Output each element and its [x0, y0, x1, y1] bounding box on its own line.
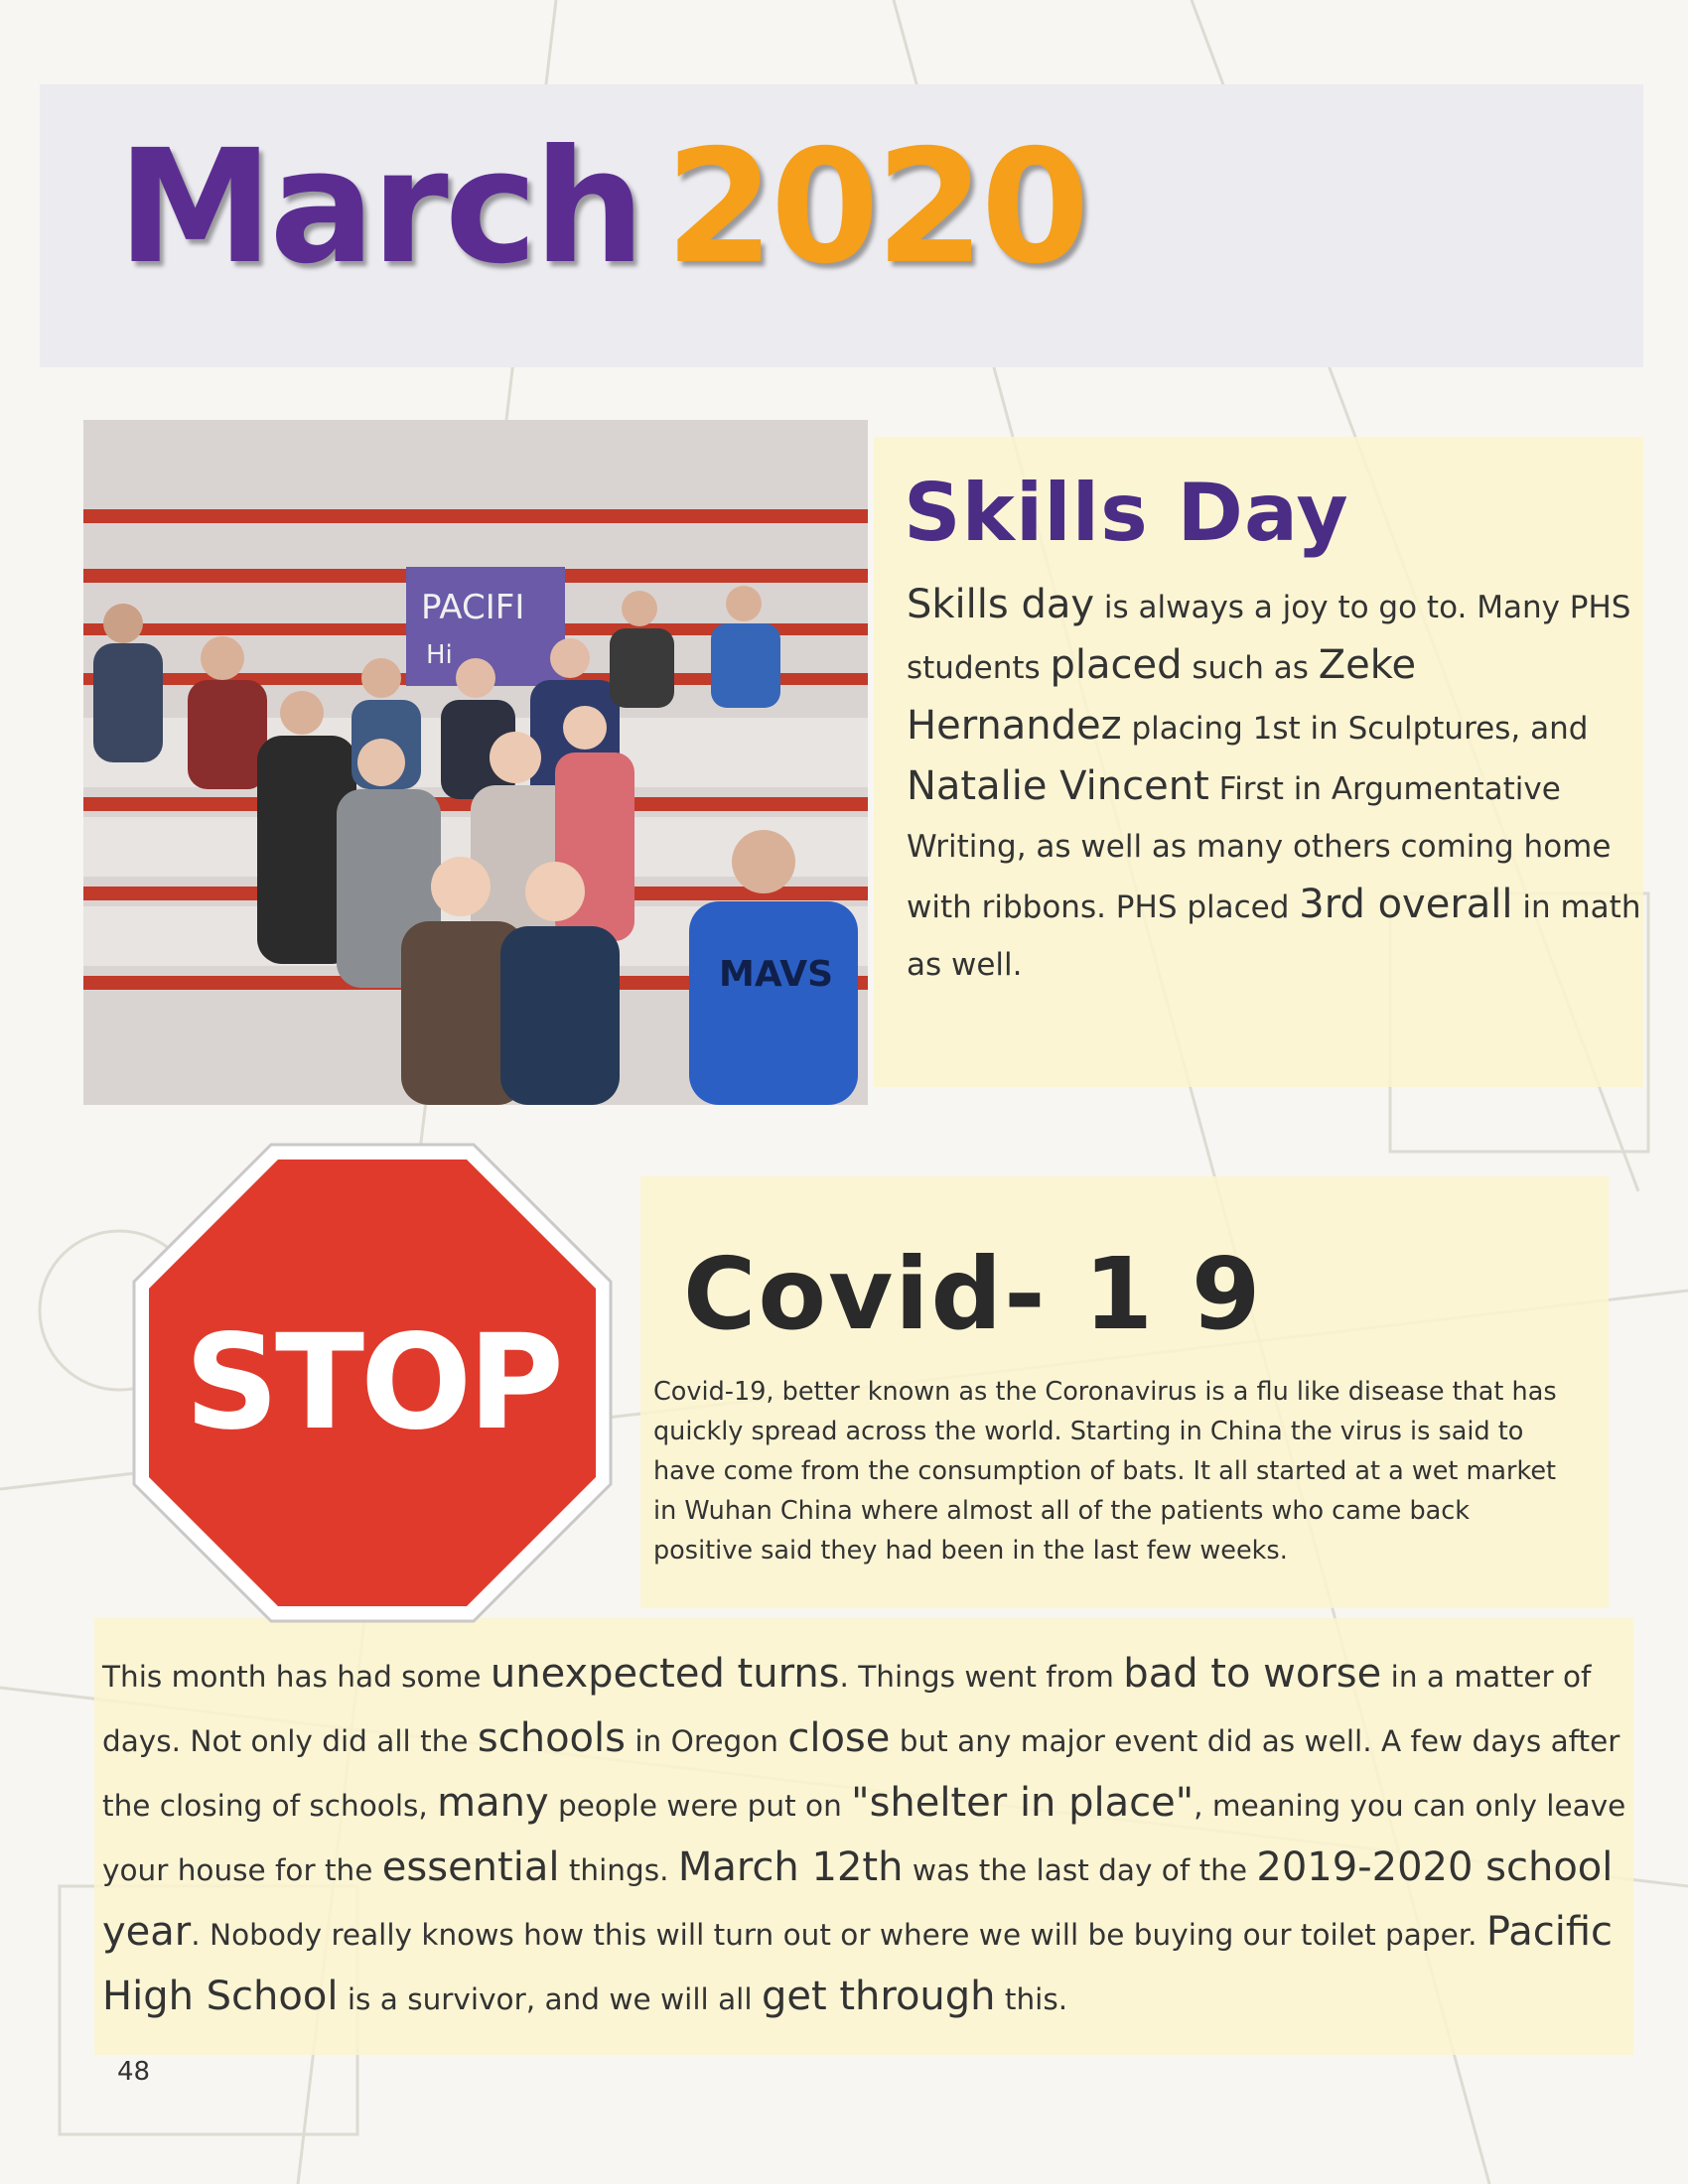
- text-segment: Zeke Hernandez: [907, 642, 1417, 749]
- text-segment: many: [437, 1780, 549, 1826]
- text-segment: . Things went from: [839, 1660, 1124, 1694]
- text-segment: Pacific High School: [102, 1909, 1614, 2019]
- stop-sign-icon: [129, 1140, 616, 1626]
- text-segment: March 12th: [677, 1844, 904, 1890]
- text-segment: is a survivor, and we will all: [338, 1982, 762, 2016]
- text-segment: . Nobody really knows how this will turn out or where we will be buying our toilet paper.: [191, 1918, 1486, 1952]
- text-segment: get through: [761, 1974, 996, 2019]
- text-segment: bad to worse: [1123, 1651, 1382, 1697]
- text-segment: in math as well.: [907, 889, 1641, 983]
- text-segment: placed: [1050, 642, 1183, 688]
- text-segment: but any major event did as well. A few days after the closing of schools,: [102, 1724, 1620, 1823]
- text-segment: "shelter in place": [851, 1780, 1195, 1826]
- text-segment: things.: [559, 1853, 678, 1887]
- banner-text: PACIFI: [421, 588, 525, 627]
- stop-sign-text: STOP: [184, 1306, 561, 1459]
- text-segment: is always a joy to go to. Many PHS students: [907, 590, 1631, 686]
- text-segment: Skills day: [907, 582, 1095, 627]
- text-segment: in Oregon: [625, 1724, 788, 1758]
- page-title: [117, 116, 1086, 299]
- text-segment: placing 1st in Sculptures, and: [1121, 711, 1589, 747]
- text-segment: unexpected turns: [490, 1651, 840, 1697]
- title-year: 2020: [664, 116, 1086, 299]
- text-segment: schools: [477, 1715, 626, 1761]
- text-segment: was the last day of the: [903, 1853, 1257, 1887]
- text-segment: essential: [381, 1844, 560, 1890]
- covid-body: Covid-19, better known as the Coronavirus is a flu like disease that has quickly spread across the world. Starting in China the virus is said to have come from the consumption of bats. It all started at a wet market in Wuhan China where almost all of the patients who came back positive said they had been in the last few weeks.: [653, 1377, 1557, 1566]
- skills-day-body: [907, 576, 1641, 994]
- shirt-text: MAVS: [719, 954, 834, 995]
- text-segment: this.: [995, 1982, 1068, 2016]
- page-number: 48: [117, 2057, 151, 2087]
- skills-day-title: Skills Day: [904, 467, 1349, 559]
- skills-day-photo: [83, 420, 868, 1105]
- title-month: March: [117, 116, 641, 299]
- text-segment: This month has had some: [102, 1660, 491, 1694]
- text-segment: 3rd overall: [1299, 882, 1513, 927]
- covid-title: Covid- 1 9: [683, 1236, 1263, 1352]
- text-segment: people were put on: [548, 1789, 852, 1823]
- text-segment: First in Argumentative Writing, as well as many others coming home with ribbons. PHS placed: [907, 771, 1612, 925]
- text-segment: close: [787, 1715, 891, 1761]
- banner-subtext: Hi: [426, 640, 453, 670]
- text-segment: 2019-2020 school year: [102, 1844, 1614, 1955]
- text-segment: such as: [1182, 650, 1319, 686]
- month-summary: [102, 1643, 1671, 2030]
- text-segment: in a matter of days. Not only did all the: [102, 1660, 1592, 1758]
- text-segment: Natalie Vincent: [907, 763, 1209, 809]
- text-segment: , meaning you can only leave your house for the: [102, 1789, 1626, 1887]
